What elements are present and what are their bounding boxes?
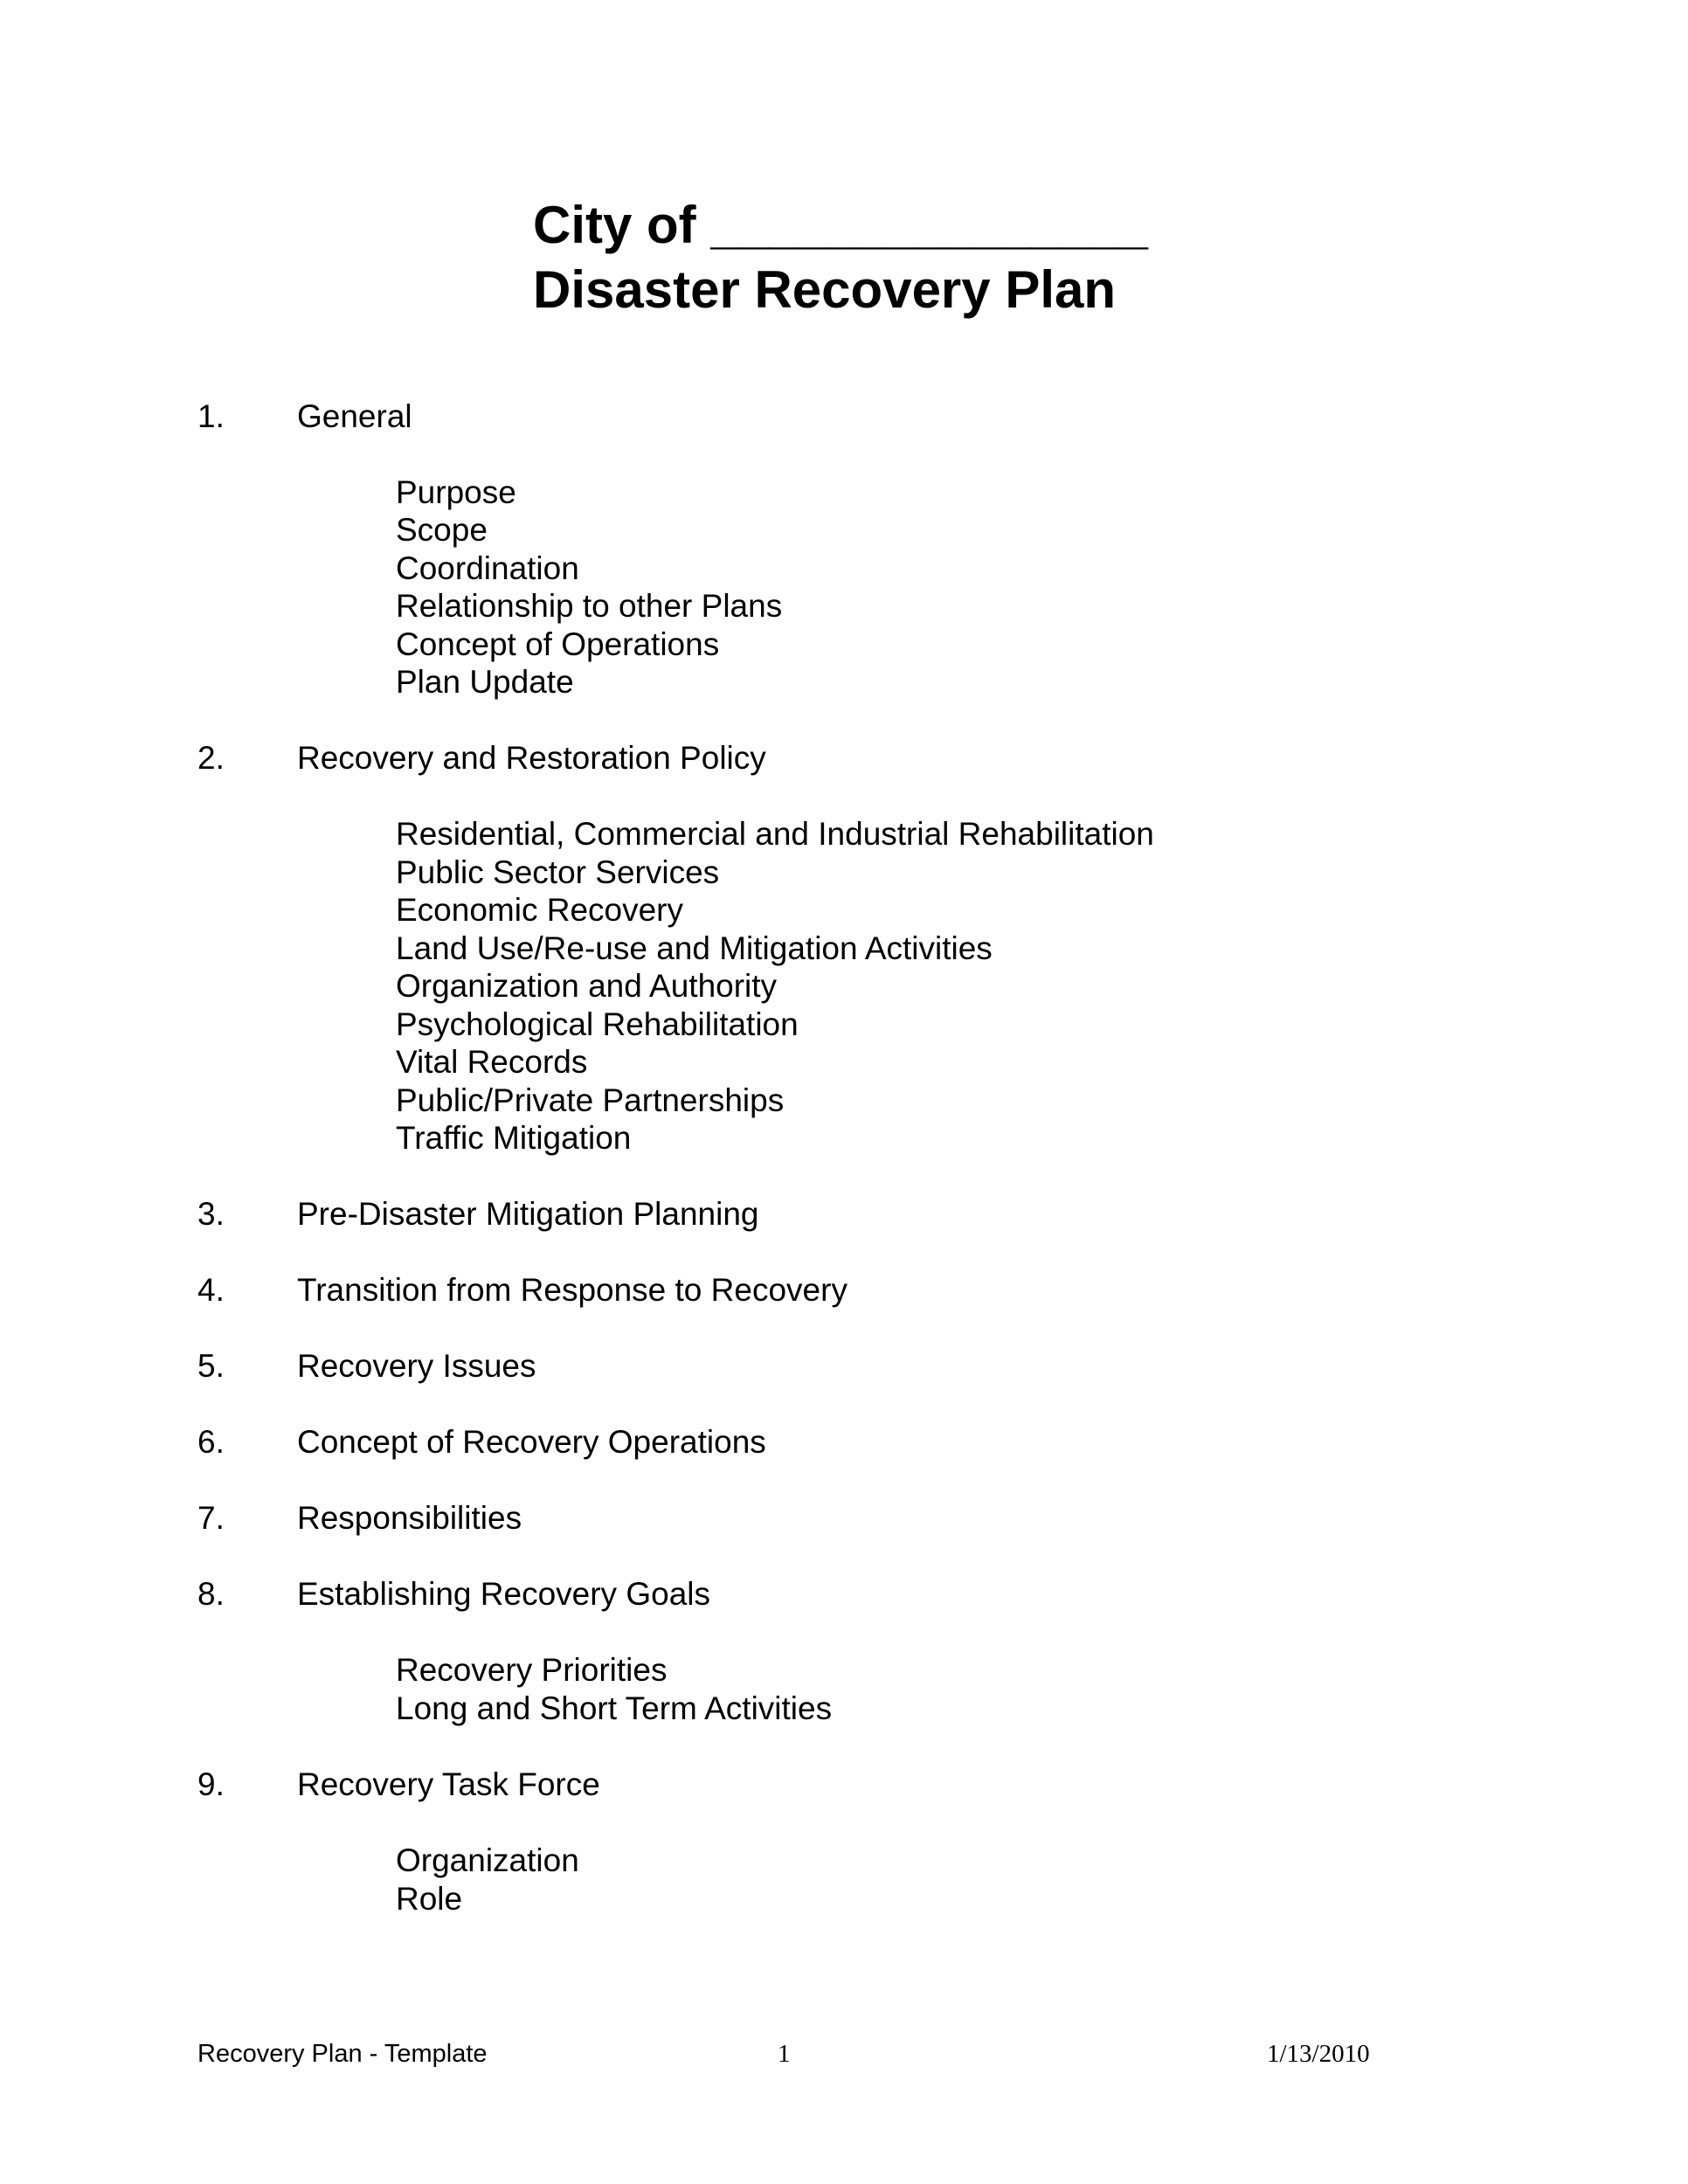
subsection-item: Coordination	[396, 550, 579, 586]
section-heading: General	[297, 398, 412, 434]
section-number: 5.	[197, 1348, 225, 1384]
section-number: 4.	[197, 1272, 225, 1308]
subsection-item: Purpose	[396, 474, 516, 510]
subsection-item: Long and Short Term Activities	[396, 1690, 833, 1726]
section-heading: Recovery Task Force	[297, 1766, 600, 1802]
section-heading: Pre-Disaster Mitigation Planning	[297, 1196, 759, 1232]
subsection-item: Land Use/Re-use and Mitigation Activities	[396, 930, 993, 966]
section-heading: Recovery Issues	[297, 1348, 536, 1384]
title-disaster-recovery-plan: Disaster Recovery Plan	[533, 260, 1117, 319]
footer-date: 1/13/2010	[1267, 2040, 1370, 2068]
subsection-item: Role	[396, 1881, 463, 1917]
section-number: 2.	[197, 740, 225, 776]
section-heading: Transition from Response to Recovery	[297, 1272, 847, 1308]
section-number: 6.	[197, 1424, 225, 1460]
subsection-item: Concept of Operations	[396, 626, 720, 662]
section-number: 7.	[197, 1500, 225, 1536]
subsection-item: Vital Records	[396, 1044, 588, 1080]
subsection-item: Organization	[396, 1842, 579, 1878]
subsection-item: Public/Private Partnerships	[396, 1082, 785, 1118]
subsection-item: Organization and Authority	[396, 968, 778, 1004]
section-heading: Recovery and Restoration Policy	[297, 740, 766, 776]
title-city-of: City of _______________	[533, 196, 1148, 254]
subsection-item: Public Sector Services	[396, 854, 720, 890]
section-number: 1.	[197, 398, 225, 434]
subsection-item: Relationship to other Plans	[396, 588, 783, 624]
subsection-item: Recovery Priorities	[396, 1652, 668, 1688]
section-number: 9.	[197, 1766, 225, 1802]
subsection-item: Traffic Mitigation	[396, 1120, 632, 1156]
section-heading: Establishing Recovery Goals	[297, 1576, 710, 1612]
section-heading: Concept of Recovery Operations	[297, 1424, 766, 1460]
section-number: 8.	[197, 1576, 225, 1612]
section-number: 3.	[197, 1196, 225, 1232]
subsection-item: Psychological Rehabilitation	[396, 1006, 799, 1042]
footer-document-name: Recovery Plan - Template	[197, 2040, 488, 2068]
subsection-item: Residential, Commercial and Industrial Rehabilitation	[396, 816, 1154, 852]
footer-page-number: 1	[778, 2040, 791, 2068]
subsection-item: Plan Update	[396, 664, 574, 700]
subsection-item: Economic Recovery	[396, 892, 684, 928]
section-heading: Responsibilities	[297, 1500, 522, 1536]
subsection-item: Scope	[396, 512, 488, 548]
